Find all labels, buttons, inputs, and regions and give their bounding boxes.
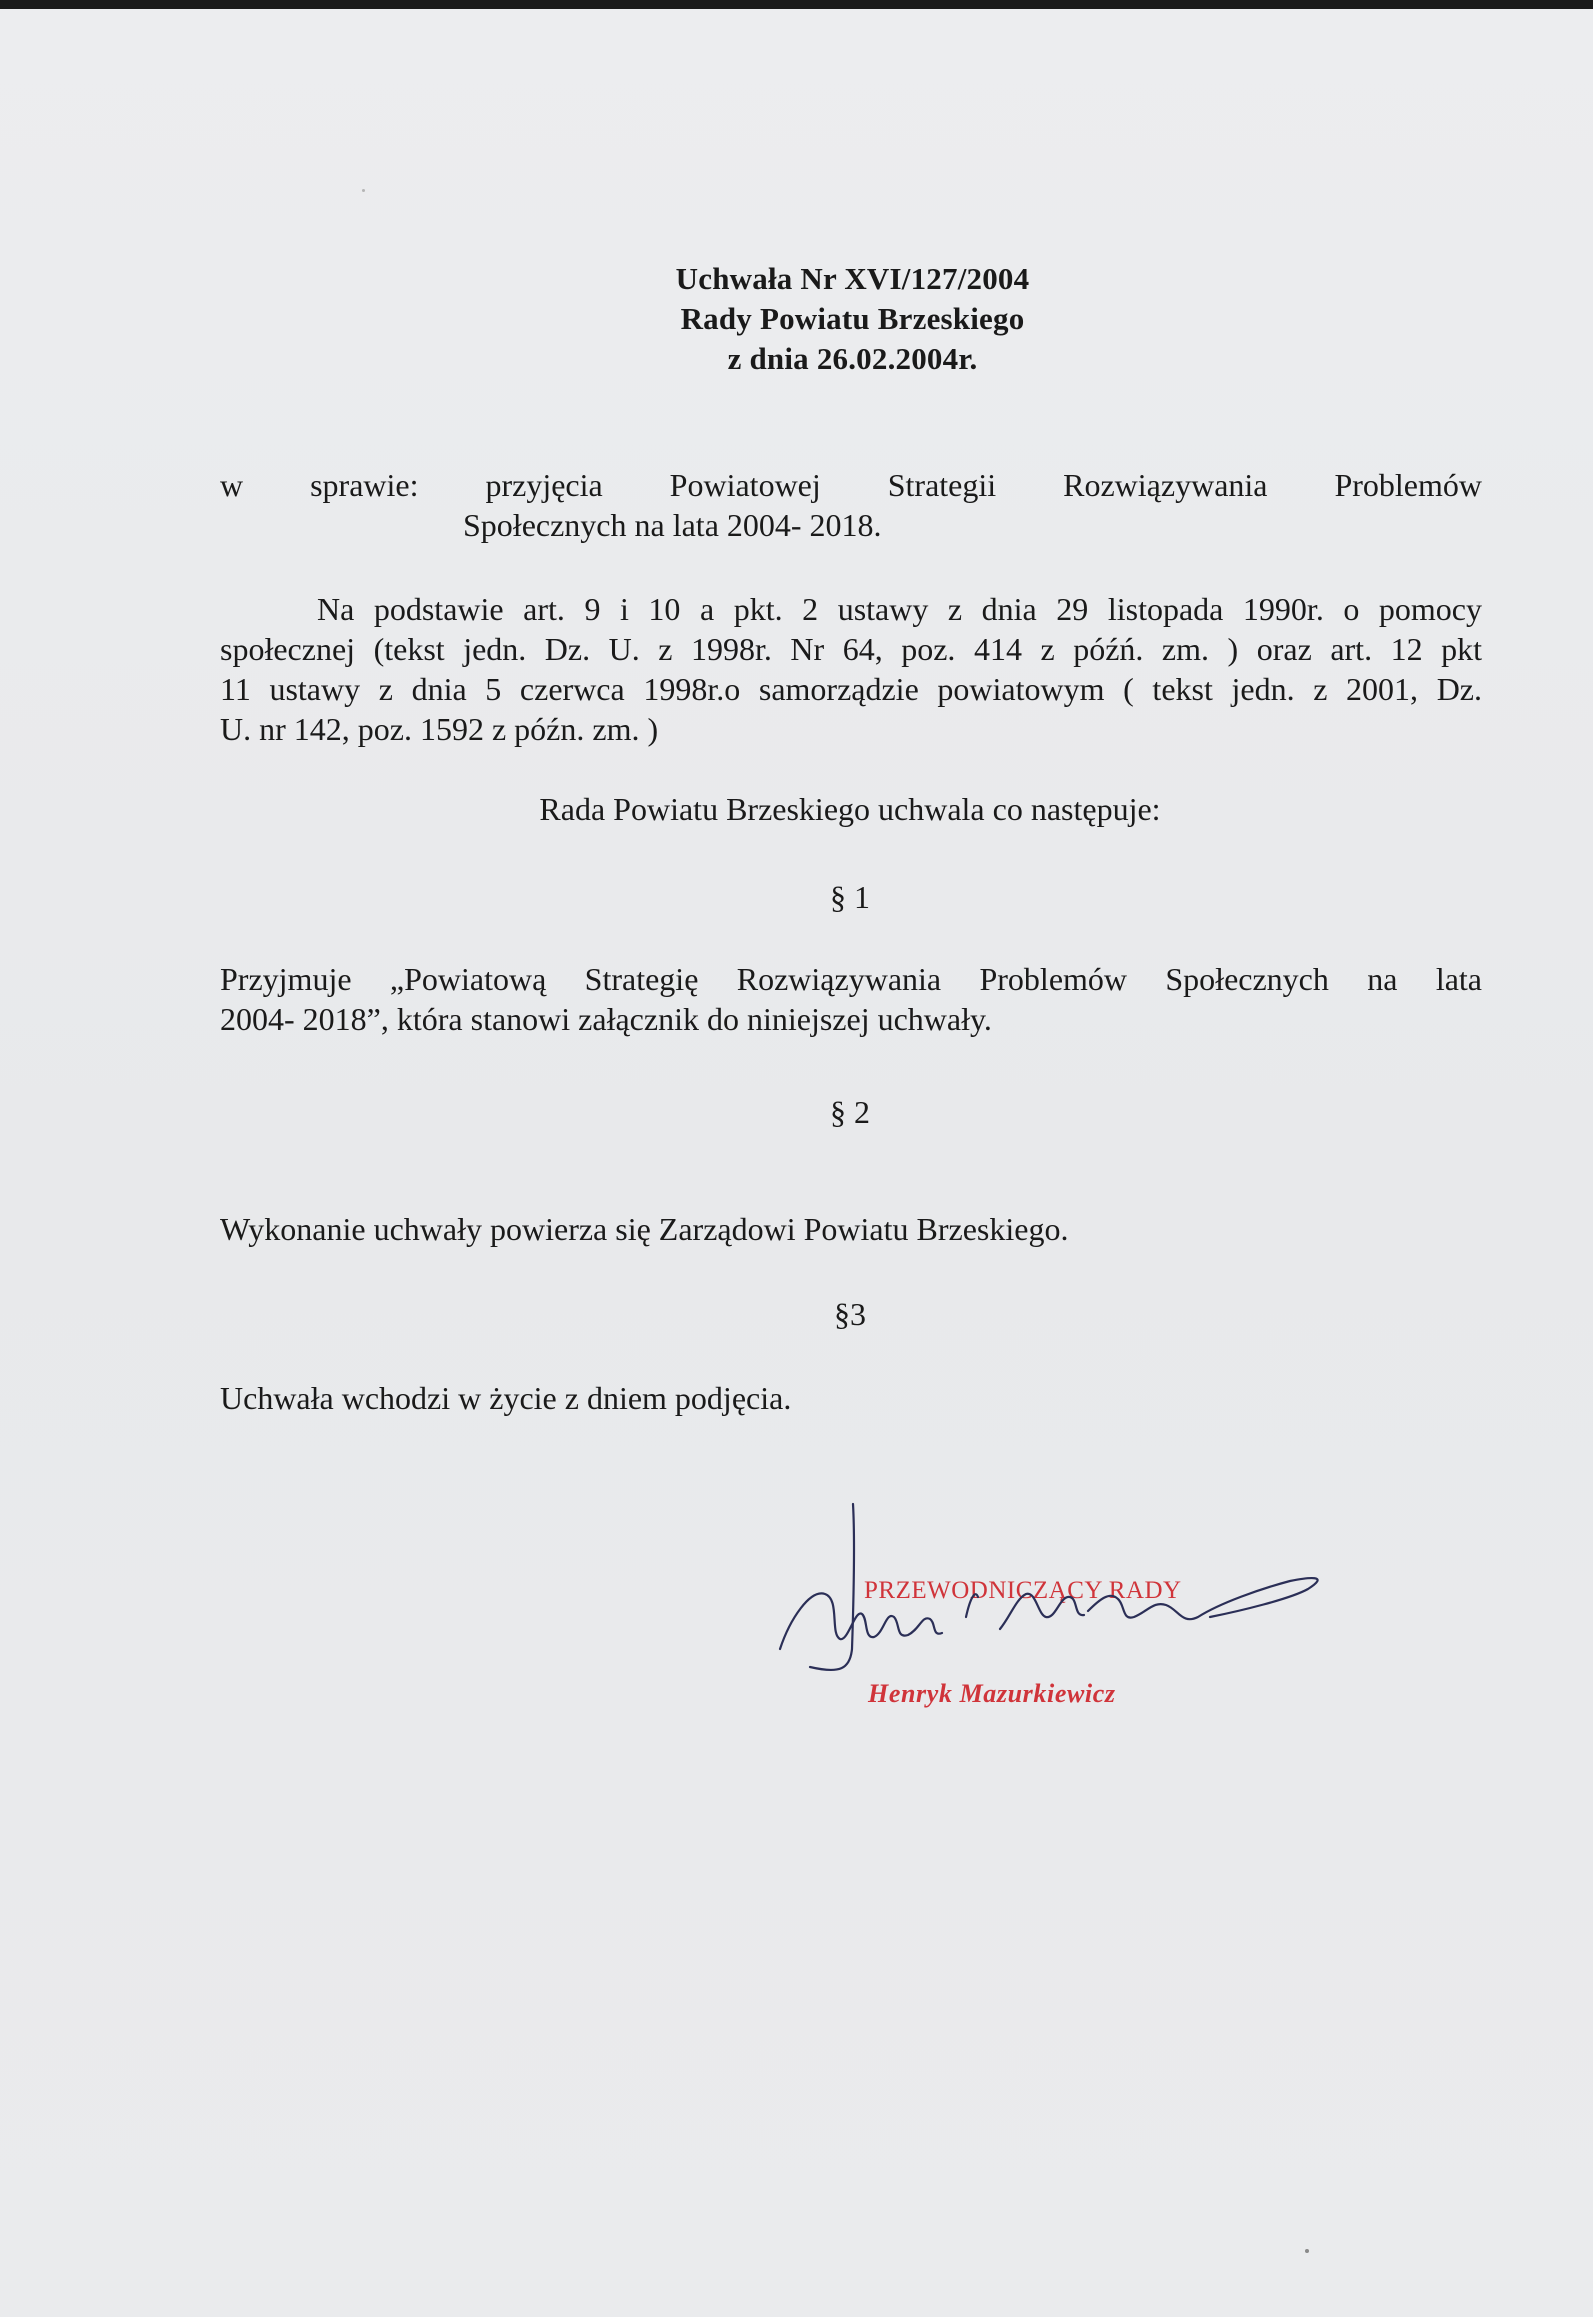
section-2-mark: § 2 [830, 1094, 870, 1130]
subject-word: Rozwiązywania [1063, 467, 1268, 503]
section-1-line: 2004- 2018”, która stanowi załącznik do niniejszej uchwały. [220, 1001, 992, 1037]
section-3-text: Uchwała wchodzi w życie z dniem podjęcia. [220, 1380, 792, 1416]
subject-continuation: Społecznych na lata 2004- 2018. [463, 507, 882, 543]
resolve-statement: Rada Powiatu Brzeskiego uchwala co następuje: [539, 791, 1161, 827]
section-2-text: Wykonanie uchwały powierza się Zarządowi Powiatu Brzeskiego. [220, 1211, 1069, 1247]
resolution-date: z dnia 26.02.2004r. [727, 341, 978, 376]
council-name: Rady Powiatu Brzeskiego [680, 301, 1025, 336]
subject-line [220, 465, 1482, 505]
scan-border [0, 0, 1593, 9]
scan-speck [362, 189, 365, 192]
subject-word: Powiatowej [669, 467, 821, 503]
subject-word: w [220, 467, 244, 503]
section-1-text [220, 959, 1482, 1039]
subject-word: Problemów [1334, 467, 1482, 503]
basis-line: Na podstawie art. 9 i 10 a pkt. 2 ustawy z dnia 29 listopada 1990r. o pomocy [317, 591, 1482, 627]
stamp-signatory-name: Henryk Mazurkiewicz [868, 1679, 1116, 1708]
scan-speck [1305, 2249, 1309, 2253]
document-page [0, 9, 1593, 2317]
basis-line: U. nr 142, poz. 1592 z późn. zm. ) [220, 711, 659, 747]
resolution-header [0, 259, 1593, 379]
section-3-mark: §3 [834, 1296, 866, 1332]
section-1-mark: § 1 [830, 879, 870, 915]
resolution-subject [220, 465, 1482, 545]
stamp-title: PRZEWODNICZĄCY RADY [864, 1577, 1182, 1604]
subject-word: Strategii [887, 467, 997, 503]
section-1-line: Przyjmuje „Powiatową Strategię Rozwiązywania Problemów Społecznych na lata [220, 961, 1482, 997]
basis-line: społecznej (tekst jedn. Dz. U. z 1998r. Nr 64, poz. 414 z późń. zm. ) oraz art. 12 pkt [220, 631, 1482, 667]
subject-word: sprawie: [310, 467, 419, 503]
subject-word: przyjęcia [485, 467, 603, 503]
legal-basis [220, 589, 1482, 749]
basis-line: 11 ustawy z dnia 5 czerwca 1998r.o samorządzie powiatowym ( tekst jedn. z 2001, Dz. [220, 671, 1482, 707]
resolution-number: Uchwała Nr XVI/127/2004 [675, 261, 1030, 296]
